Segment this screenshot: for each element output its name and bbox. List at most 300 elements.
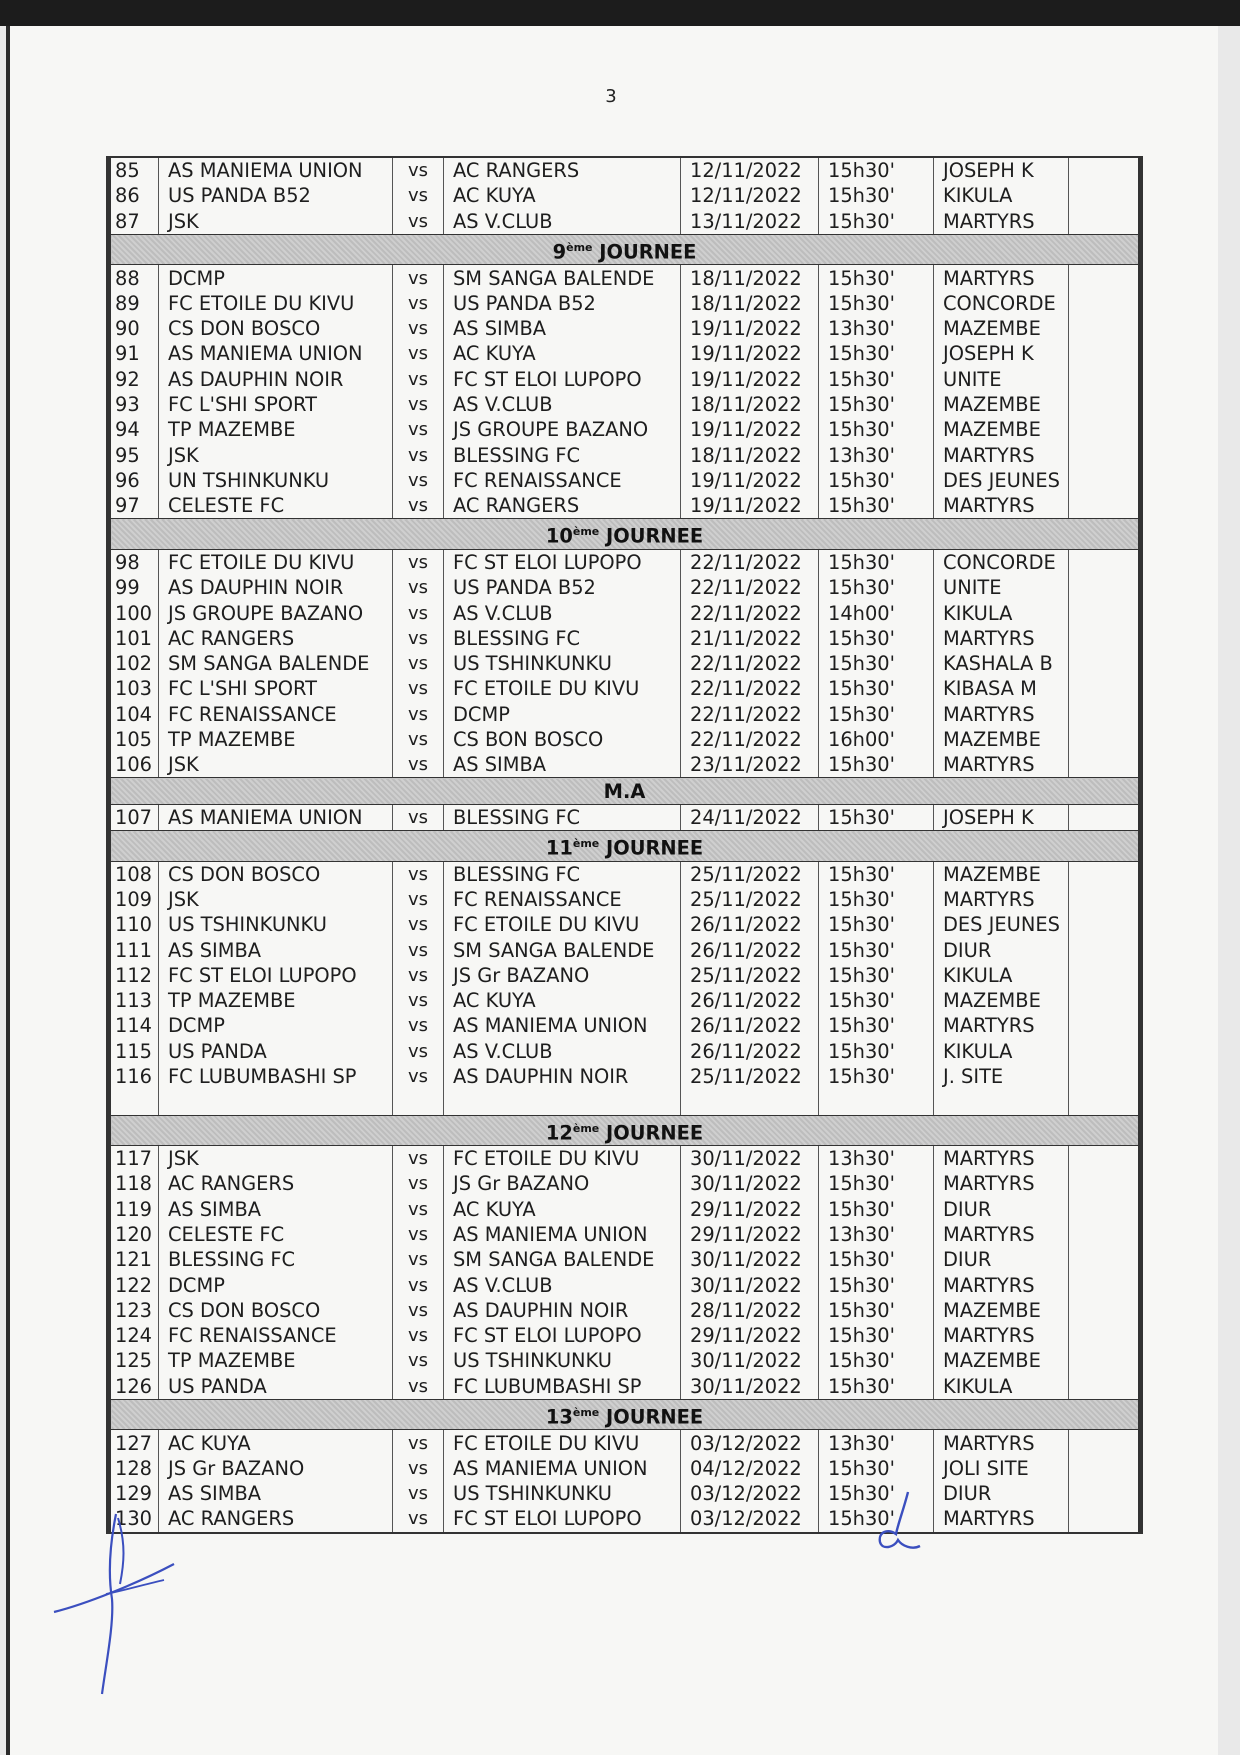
remarks-cell: [1069, 1247, 1141, 1272]
match-date: 29/11/2022: [681, 1222, 819, 1247]
match-number: 114: [109, 1013, 159, 1038]
home-team: FC RENAISSANCE: [159, 1323, 393, 1348]
kickoff-time: 15h30': [819, 1374, 934, 1400]
home-team: FC ETOILE DU KIVU: [159, 549, 393, 575]
remarks-cell: [1069, 468, 1141, 493]
kickoff-time: 15h30': [819, 752, 934, 778]
venue: MAZEMBE: [934, 861, 1069, 887]
remarks-cell: [1069, 912, 1141, 937]
match-date: 12/11/2022: [681, 157, 819, 183]
venue: MARTYRS: [934, 1506, 1069, 1532]
round-suffix: ème: [572, 525, 600, 539]
versus-label: vs: [393, 1272, 444, 1297]
match-number: 88: [109, 265, 159, 291]
kickoff-time: 15h30': [819, 1298, 934, 1323]
away-team: FC ETOILE DU KIVU: [444, 1430, 681, 1456]
match-date: 19/11/2022: [681, 493, 819, 519]
remarks-cell: [1069, 1456, 1141, 1481]
kickoff-time: 15h30': [819, 392, 934, 417]
match-row: [109, 651, 1141, 676]
versus-label: vs: [393, 651, 444, 676]
match-number: 117: [109, 1145, 159, 1171]
kickoff-time: 15h30': [819, 417, 934, 442]
home-team: BLESSING FC: [159, 1247, 393, 1272]
remarks-cell: [1069, 988, 1141, 1013]
venue: MARTYRS: [934, 752, 1069, 778]
round-number: 13: [545, 1405, 573, 1429]
home-team: AS SIMBA: [159, 1481, 393, 1506]
kickoff-time: 15h30': [819, 291, 934, 316]
away-team: AS MANIEMA UNION: [444, 1013, 681, 1038]
match-date: 25/11/2022: [681, 963, 819, 988]
away-team: US PANDA B52: [444, 575, 681, 600]
venue: CONCORDE: [934, 549, 1069, 575]
remarks-cell: [1069, 887, 1141, 912]
away-team: FC ST ELOI LUPOPO: [444, 367, 681, 392]
away-team: DCMP: [444, 702, 681, 727]
match-row: [109, 1506, 1141, 1532]
empty-cell: [109, 1089, 159, 1115]
round-label: JOURNEE: [606, 524, 704, 548]
match-row: [109, 1272, 1141, 1297]
round-header-row: [109, 519, 1141, 549]
match-number: 101: [109, 626, 159, 651]
spacer-row: [109, 1089, 1141, 1115]
home-team: JSK: [159, 209, 393, 235]
match-number: 96: [109, 468, 159, 493]
venue: UNITE: [934, 575, 1069, 600]
remarks-cell: [1069, 1374, 1141, 1400]
match-row: [109, 727, 1141, 752]
match-row: [109, 392, 1141, 417]
match-number: 104: [109, 702, 159, 727]
away-team: AC RANGERS: [444, 157, 681, 183]
venue: KIKULA: [934, 600, 1069, 625]
kickoff-time: 15h30': [819, 1323, 934, 1348]
venue: MARTYRS: [934, 1222, 1069, 1247]
venue: KIKULA: [934, 1374, 1069, 1400]
match-row: [109, 626, 1141, 651]
venue: KIBASA M: [934, 676, 1069, 701]
match-row: [109, 1430, 1141, 1456]
home-team: SM SANGA BALENDE: [159, 651, 393, 676]
kickoff-time: 15h30': [819, 912, 934, 937]
match-row: [109, 468, 1141, 493]
match-row: [109, 1222, 1141, 1247]
venue: MAZEMBE: [934, 392, 1069, 417]
round-number: 12: [545, 1120, 573, 1144]
home-team: JSK: [159, 752, 393, 778]
kickoff-time: 15h30': [819, 861, 934, 887]
match-row: [109, 1348, 1141, 1373]
remarks-cell: [1069, 600, 1141, 625]
remarks-cell: [1069, 493, 1141, 519]
venue: MAZEMBE: [934, 1348, 1069, 1373]
remarks-cell: [1069, 1197, 1141, 1222]
home-team: JSK: [159, 887, 393, 912]
empty-cell: [681, 1089, 819, 1115]
kickoff-time: 15h30': [819, 1506, 934, 1532]
venue: DIUR: [934, 937, 1069, 962]
away-team: FC ST ELOI LUPOPO: [444, 549, 681, 575]
versus-label: vs: [393, 367, 444, 392]
match-date: 18/11/2022: [681, 265, 819, 291]
versus-label: vs: [393, 157, 444, 183]
match-row: [109, 209, 1141, 235]
round-label: JOURNEE: [599, 240, 697, 264]
versus-label: vs: [393, 752, 444, 778]
home-team: FC ST ELOI LUPOPO: [159, 963, 393, 988]
venue: KIKULA: [934, 1039, 1069, 1064]
match-number: 86: [109, 183, 159, 208]
match-row: [109, 341, 1141, 366]
away-team: AS SIMBA: [444, 752, 681, 778]
match-row: [109, 157, 1141, 183]
match-row: [109, 988, 1141, 1013]
match-number: 93: [109, 392, 159, 417]
match-number: 94: [109, 417, 159, 442]
remarks-cell: [1069, 367, 1141, 392]
remarks-cell: [1069, 1506, 1141, 1532]
venue: MAZEMBE: [934, 316, 1069, 341]
versus-label: vs: [393, 937, 444, 962]
versus-label: vs: [393, 1145, 444, 1171]
match-row: [109, 1374, 1141, 1400]
match-number: 112: [109, 963, 159, 988]
remarks-cell: [1069, 651, 1141, 676]
versus-label: vs: [393, 1456, 444, 1481]
home-team: AS MANIEMA UNION: [159, 804, 393, 830]
versus-label: vs: [393, 549, 444, 575]
round-suffix: ème: [566, 240, 593, 254]
versus-label: vs: [393, 1481, 444, 1506]
kickoff-time: 15h30': [819, 937, 934, 962]
away-team: AC KUYA: [444, 1197, 681, 1222]
kickoff-time: 15h30': [819, 1456, 934, 1481]
match-row: [109, 1481, 1141, 1506]
remarks-cell: [1069, 727, 1141, 752]
remarks-cell: [1069, 702, 1141, 727]
remarks-cell: [1069, 626, 1141, 651]
match-date: 30/11/2022: [681, 1272, 819, 1297]
versus-label: vs: [393, 861, 444, 887]
schedule-body: [109, 157, 1141, 1533]
kickoff-time: 15h30': [819, 1272, 934, 1297]
remarks-cell: [1069, 549, 1141, 575]
match-number: 107: [109, 804, 159, 830]
match-row: [109, 1013, 1141, 1038]
home-team: AC RANGERS: [159, 1506, 393, 1532]
away-team: JS Gr BAZANO: [444, 963, 681, 988]
away-team: AC KUYA: [444, 988, 681, 1013]
remarks-cell: [1069, 937, 1141, 962]
kickoff-time: 15h30': [819, 575, 934, 600]
away-team: CS BON BOSCO: [444, 727, 681, 752]
match-number: 123: [109, 1298, 159, 1323]
away-team: AS V.CLUB: [444, 1272, 681, 1297]
match-number: 127: [109, 1430, 159, 1456]
round-header-row: [109, 831, 1141, 861]
home-team: TP MAZEMBE: [159, 417, 393, 442]
remarks-cell: [1069, 1222, 1141, 1247]
match-number: 105: [109, 727, 159, 752]
match-row: [109, 1064, 1141, 1089]
kickoff-time: 15h30': [819, 676, 934, 701]
round-label: M.A: [603, 779, 646, 803]
remarks-cell: [1069, 157, 1141, 183]
venue: JOSEPH K: [934, 341, 1069, 366]
versus-label: vs: [393, 1323, 444, 1348]
versus-label: vs: [393, 265, 444, 291]
remarks-cell: [1069, 861, 1141, 887]
round-header: [109, 519, 1141, 549]
kickoff-time: 15h30': [819, 651, 934, 676]
match-date: 22/11/2022: [681, 549, 819, 575]
kickoff-time: 15h30': [819, 702, 934, 727]
kickoff-time: 13h30': [819, 1430, 934, 1456]
match-date: 19/11/2022: [681, 367, 819, 392]
venue: KIKULA: [934, 963, 1069, 988]
match-date: 18/11/2022: [681, 291, 819, 316]
versus-label: vs: [393, 1298, 444, 1323]
away-team: AS V.CLUB: [444, 600, 681, 625]
home-team: TP MAZEMBE: [159, 988, 393, 1013]
venue: MARTYRS: [934, 887, 1069, 912]
document-page: [6, 26, 1218, 1755]
versus-label: vs: [393, 1064, 444, 1089]
match-number: 103: [109, 676, 159, 701]
home-team: JS Gr BAZANO: [159, 1456, 393, 1481]
versus-label: vs: [393, 1374, 444, 1400]
match-row: [109, 676, 1141, 701]
versus-label: vs: [393, 1247, 444, 1272]
venue: MARTYRS: [934, 1272, 1069, 1297]
versus-label: vs: [393, 1013, 444, 1038]
round-header: [109, 234, 1141, 264]
match-date: 25/11/2022: [681, 861, 819, 887]
remarks-cell: [1069, 1171, 1141, 1196]
versus-label: vs: [393, 600, 444, 625]
match-number: 95: [109, 442, 159, 467]
match-date: 22/11/2022: [681, 651, 819, 676]
match-date: 26/11/2022: [681, 912, 819, 937]
versus-label: vs: [393, 291, 444, 316]
versus-label: vs: [393, 1171, 444, 1196]
match-date: 19/11/2022: [681, 341, 819, 366]
kickoff-time: 15h30': [819, 157, 934, 183]
round-number: 11: [545, 836, 573, 860]
match-date: 18/11/2022: [681, 442, 819, 467]
match-number: 92: [109, 367, 159, 392]
away-team: AS DAUPHIN NOIR: [444, 1298, 681, 1323]
versus-label: vs: [393, 626, 444, 651]
initial-mark: [868, 1488, 928, 1558]
kickoff-time: 15h30': [819, 209, 934, 235]
round-header-row: [109, 1115, 1141, 1145]
match-date: 12/11/2022: [681, 183, 819, 208]
match-row: [109, 367, 1141, 392]
venue: MARTYRS: [934, 265, 1069, 291]
remarks-cell: [1069, 963, 1141, 988]
venue: UNITE: [934, 367, 1069, 392]
match-row: [109, 183, 1141, 208]
match-date: 22/11/2022: [681, 676, 819, 701]
home-team: JSK: [159, 1145, 393, 1171]
remarks-cell: [1069, 392, 1141, 417]
kickoff-time: 15h30': [819, 1013, 934, 1038]
versus-label: vs: [393, 575, 444, 600]
versus-label: vs: [393, 1197, 444, 1222]
match-date: 21/11/2022: [681, 626, 819, 651]
venue: MARTYRS: [934, 1430, 1069, 1456]
away-team: AS MANIEMA UNION: [444, 1456, 681, 1481]
away-team: FC ST ELOI LUPOPO: [444, 1323, 681, 1348]
home-team: AS DAUPHIN NOIR: [159, 367, 393, 392]
away-team: AC RANGERS: [444, 493, 681, 519]
kickoff-time: 15h30': [819, 626, 934, 651]
match-number: 85: [109, 157, 159, 183]
home-team: FC L'SHI SPORT: [159, 392, 393, 417]
remarks-cell: [1069, 575, 1141, 600]
kickoff-time: 15h30': [819, 265, 934, 291]
match-date: 25/11/2022: [681, 1064, 819, 1089]
match-date: 19/11/2022: [681, 468, 819, 493]
kickoff-time: 15h30': [819, 341, 934, 366]
match-number: 113: [109, 988, 159, 1013]
versus-label: vs: [393, 442, 444, 467]
match-number: 91: [109, 341, 159, 366]
venue: DES JEUNES: [934, 468, 1069, 493]
kickoff-time: 15h30': [819, 1481, 934, 1506]
venue: MARTYRS: [934, 442, 1069, 467]
versus-label: vs: [393, 316, 444, 341]
venue: MAZEMBE: [934, 727, 1069, 752]
versus-label: vs: [393, 468, 444, 493]
home-team: AS SIMBA: [159, 937, 393, 962]
match-date: 19/11/2022: [681, 417, 819, 442]
kickoff-time: 15h30': [819, 1064, 934, 1089]
versus-label: vs: [393, 988, 444, 1013]
match-row: [109, 1197, 1141, 1222]
match-number: 102: [109, 651, 159, 676]
venue: CONCORDE: [934, 291, 1069, 316]
remarks-cell: [1069, 676, 1141, 701]
home-team: US PANDA: [159, 1039, 393, 1064]
match-row: [109, 1145, 1141, 1171]
match-row: [109, 1039, 1141, 1064]
match-number: 87: [109, 209, 159, 235]
home-team: UN TSHINKUNKU: [159, 468, 393, 493]
venue: JOSEPH K: [934, 157, 1069, 183]
home-team: US TSHINKUNKU: [159, 912, 393, 937]
match-row: [109, 493, 1141, 519]
home-team: CS DON BOSCO: [159, 861, 393, 887]
away-team: FC ETOILE DU KIVU: [444, 912, 681, 937]
away-team: AS DAUPHIN NOIR: [444, 1064, 681, 1089]
home-team: FC L'SHI SPORT: [159, 676, 393, 701]
remarks-cell: [1069, 265, 1141, 291]
away-team: AC KUYA: [444, 341, 681, 366]
match-row: [109, 417, 1141, 442]
venue: KIKULA: [934, 183, 1069, 208]
empty-cell: [819, 1089, 934, 1115]
versus-label: vs: [393, 1348, 444, 1373]
venue: MARTYRS: [934, 702, 1069, 727]
kickoff-time: 15h30': [819, 1197, 934, 1222]
kickoff-time: 13h30': [819, 442, 934, 467]
home-team: AS SIMBA: [159, 1197, 393, 1222]
versus-label: vs: [393, 209, 444, 235]
home-team: AC RANGERS: [159, 626, 393, 651]
remarks-cell: [1069, 804, 1141, 830]
versus-label: vs: [393, 1506, 444, 1532]
home-team: FC LUBUMBASHI SP: [159, 1064, 393, 1089]
kickoff-time: 15h30': [819, 367, 934, 392]
venue: DIUR: [934, 1197, 1069, 1222]
home-team: DCMP: [159, 1272, 393, 1297]
match-date: 13/11/2022: [681, 209, 819, 235]
match-date: 03/12/2022: [681, 1506, 819, 1532]
home-team: JS GROUPE BAZANO: [159, 600, 393, 625]
match-number: 89: [109, 291, 159, 316]
versus-label: vs: [393, 341, 444, 366]
home-team: US PANDA B52: [159, 183, 393, 208]
match-date: 30/11/2022: [681, 1145, 819, 1171]
match-number: 99: [109, 575, 159, 600]
round-header-row: [109, 234, 1141, 264]
match-number: 120: [109, 1222, 159, 1247]
match-date: 24/11/2022: [681, 804, 819, 830]
versus-label: vs: [393, 1039, 444, 1064]
away-team: AS SIMBA: [444, 316, 681, 341]
away-team: FC RENAISSANCE: [444, 887, 681, 912]
away-team: US TSHINKUNKU: [444, 1481, 681, 1506]
venue: MARTYRS: [934, 209, 1069, 235]
remarks-cell: [1069, 1013, 1141, 1038]
kickoff-time: 15h30': [819, 1171, 934, 1196]
kickoff-time: 13h30': [819, 1145, 934, 1171]
match-row: [109, 963, 1141, 988]
kickoff-time: 15h30': [819, 183, 934, 208]
round-number: 9: [552, 240, 567, 264]
match-row: [109, 442, 1141, 467]
kickoff-time: 15h30': [819, 887, 934, 912]
match-row: [109, 1456, 1141, 1481]
round-suffix: ème: [572, 1405, 600, 1419]
match-number: 100: [109, 600, 159, 625]
versus-label: vs: [393, 183, 444, 208]
venue: MARTYRS: [934, 1145, 1069, 1171]
venue: DIUR: [934, 1247, 1069, 1272]
kickoff-time: 15h30': [819, 988, 934, 1013]
match-number: 90: [109, 316, 159, 341]
home-team: AS MANIEMA UNION: [159, 341, 393, 366]
match-date: 26/11/2022: [681, 988, 819, 1013]
venue: MAZEMBE: [934, 417, 1069, 442]
away-team: BLESSING FC: [444, 861, 681, 887]
match-number: 116: [109, 1064, 159, 1089]
match-date: 28/11/2022: [681, 1298, 819, 1323]
away-team: SM SANGA BALENDE: [444, 265, 681, 291]
match-schedule-table: [106, 156, 1143, 1534]
versus-label: vs: [393, 1222, 444, 1247]
match-row: [109, 861, 1141, 887]
versus-label: vs: [393, 963, 444, 988]
empty-cell: [159, 1089, 393, 1115]
remarks-cell: [1069, 1481, 1141, 1506]
remarks-cell: [1069, 316, 1141, 341]
remarks-cell: [1069, 341, 1141, 366]
